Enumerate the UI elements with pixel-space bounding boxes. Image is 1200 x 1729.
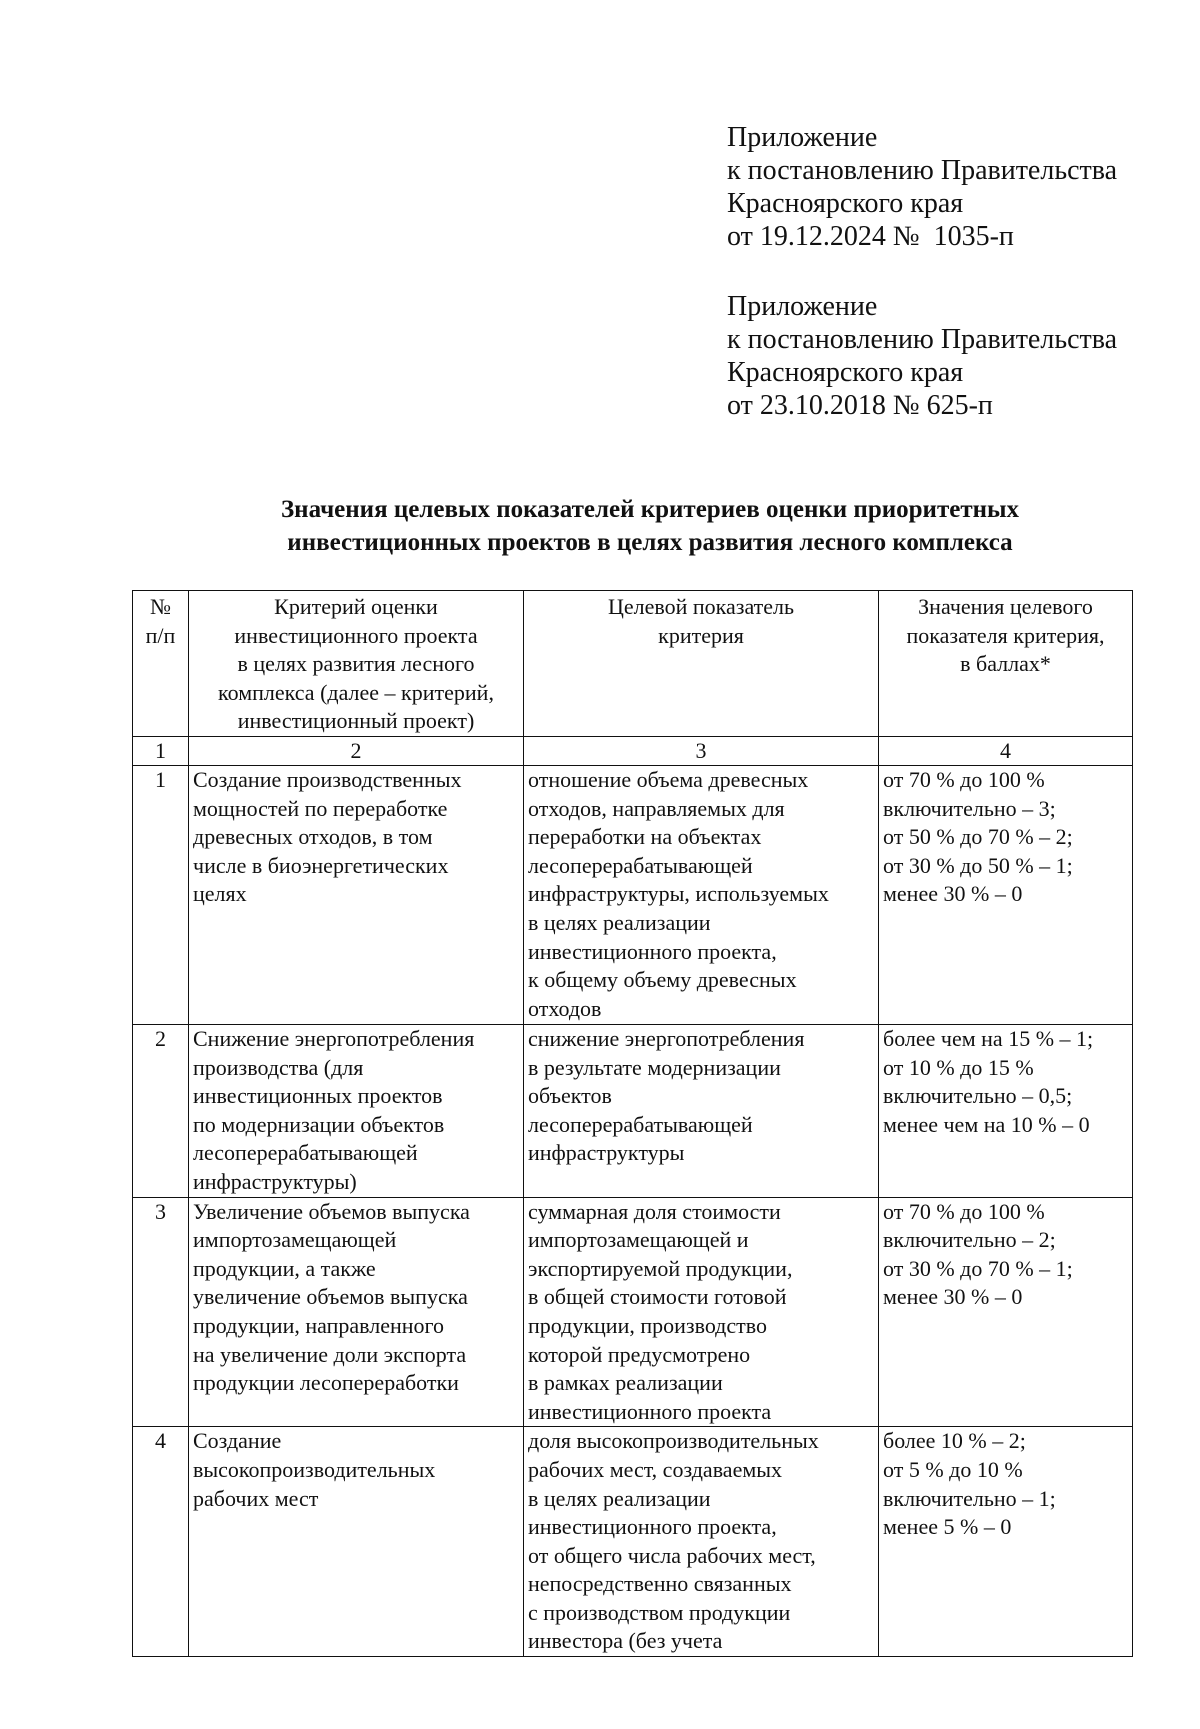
table-row	[133, 1427, 1133, 1657]
appendix-line: к постановлению Правительства	[727, 324, 1118, 355]
cell-line: в целях реализации	[528, 1485, 711, 1511]
header-line: комплекса (далее – критерий,	[218, 679, 494, 705]
header-line: Целевой показатель	[607, 594, 795, 619]
values-cell	[879, 1427, 1133, 1657]
cell-line: от 30 % до 70 % – 1;	[883, 1255, 1073, 1281]
table-row	[133, 1025, 1133, 1198]
criteria-table	[132, 590, 1133, 1657]
cell-line: инвестора (без учета	[528, 1628, 723, 1654]
cell-line: импортозамещающей и	[528, 1227, 749, 1253]
header-line: Значения целевого	[918, 594, 1093, 619]
cell-line: лесоперерабатывающей	[193, 1140, 418, 1166]
cell-line: на увеличение доли экспорта	[193, 1341, 467, 1367]
cell-line: к общему объему древесных	[528, 967, 797, 993]
cell-line: включительно – 1;	[883, 1485, 1056, 1511]
cell-line: целях	[193, 881, 247, 907]
cell-line: Увеличение объемов выпуска	[193, 1198, 470, 1224]
cell-line: Снижение энергопотребления	[193, 1026, 475, 1051]
indicator-cell	[524, 766, 879, 1025]
cell-line: от 5 % до 10 %	[883, 1456, 1023, 1482]
appendix-date-number: от 19.12.2024 № 1035-п	[727, 221, 1014, 252]
cell-line: непосредственно связанных	[528, 1571, 792, 1597]
header-line: в баллах*	[960, 651, 1051, 677]
appendix-line: Приложение	[727, 122, 878, 153]
header-line: критерия	[658, 622, 744, 648]
indicator-cell	[524, 1025, 879, 1198]
header-criterion	[189, 591, 524, 737]
values-cell	[879, 766, 1133, 1025]
cell-line: включительно – 2;	[883, 1227, 1056, 1253]
cell-line: включительно – 3;	[883, 795, 1056, 821]
criterion-cell	[189, 1197, 524, 1427]
cell-line: менее чем на 10 % – 0	[883, 1111, 1090, 1137]
cell-line: высокопроизводительных	[193, 1456, 436, 1482]
cell-line: лесоперерабатывающей	[528, 1111, 753, 1137]
cell-line: которой предусмотрено	[528, 1341, 751, 1367]
cell-line: числе в биоэнергетических	[193, 852, 449, 878]
criterion-cell	[189, 766, 524, 1025]
cell-line: доля высокопроизводительных	[528, 1428, 819, 1454]
cell-line: инфраструктуры	[528, 1140, 685, 1166]
cell-line: в рамках реализации	[528, 1370, 723, 1396]
values-cell	[879, 1197, 1133, 1427]
cell-line: менее 5 % – 0	[883, 1514, 1012, 1540]
header-values	[879, 591, 1133, 737]
cell-line: от 10 % до 15 %	[883, 1054, 1034, 1080]
cell-line: включительно – 0,5;	[883, 1083, 1073, 1109]
cell-line: переработки на объектах	[528, 824, 762, 850]
cell-line: более 10 % – 2;	[883, 1428, 1026, 1454]
cell-line: по модернизации объектов	[193, 1111, 445, 1137]
cell-line: продукции, направленного	[193, 1312, 444, 1338]
cell-line: инфраструктуры, используемых	[528, 881, 829, 907]
cell-line: объектов	[528, 1083, 612, 1109]
cell-line: продукции, а также	[193, 1255, 376, 1281]
cell-line: инвестиционного проекта,	[528, 1514, 777, 1540]
table-header-row	[133, 591, 1133, 737]
cell-line: лесоперерабатывающей	[528, 852, 753, 878]
appendix-line: Красноярского края	[727, 188, 964, 219]
cell-line: инфраструктуры)	[193, 1168, 357, 1194]
cell-line: продукции лесопереработки	[193, 1370, 459, 1396]
appendix-header-original	[727, 290, 1167, 422]
cell-line: от 70 % до 100 %	[883, 1198, 1045, 1224]
cell-line: рабочих мест, создаваемых	[528, 1456, 783, 1482]
row-number: 2	[133, 1025, 189, 1198]
column-number: 2	[189, 737, 524, 766]
cell-line: суммарная доля стоимости	[528, 1198, 781, 1224]
cell-line: отношение объема древесных	[528, 767, 809, 792]
cell-line: мощностей по переработке	[193, 795, 448, 821]
criterion-cell	[189, 1025, 524, 1198]
cell-line: инвестиционного проекта	[528, 1398, 772, 1424]
column-number: 3	[524, 737, 879, 766]
cell-line: с производством продукции	[528, 1599, 791, 1625]
header-line: инвестиционный проект)	[237, 708, 475, 734]
cell-line: рабочих мест	[193, 1485, 319, 1511]
cell-line: более чем на 15 % – 1;	[883, 1026, 1094, 1051]
cell-line: экспортируемой продукции,	[528, 1255, 793, 1281]
row-number: 1	[133, 766, 189, 1025]
criterion-cell	[189, 1427, 524, 1657]
header-indicator	[524, 591, 879, 737]
header-line: п/п	[145, 622, 176, 648]
cell-line: в целях реализации	[528, 909, 711, 935]
cell-line: от 70 % до 100 %	[883, 767, 1045, 792]
cell-line: от 50 % до 70 % – 2;	[883, 824, 1073, 850]
cell-line: Создание	[193, 1428, 282, 1454]
document-title	[100, 493, 1200, 559]
appendix-date-number: от 23.10.2018 № 625-п	[727, 390, 993, 421]
column-number: 1	[133, 737, 189, 766]
values-cell	[879, 1025, 1133, 1198]
cell-line: инвестиционного проекта,	[528, 938, 777, 964]
header-line: в целях развития лесного	[237, 651, 475, 677]
appendix-header-current	[727, 121, 1167, 253]
cell-line: снижение энергопотребления	[528, 1026, 805, 1051]
appendix-line: Приложение	[727, 291, 878, 322]
cell-line: отходов, направляемых для	[528, 795, 785, 821]
row-number: 3	[133, 1197, 189, 1427]
table-row	[133, 766, 1133, 1025]
indicator-cell	[524, 1427, 879, 1657]
header-line: Критерий оценки	[274, 594, 438, 619]
cell-line: в общей стоимости готовой	[528, 1284, 787, 1310]
indicator-cell	[524, 1197, 879, 1427]
table-row	[133, 1197, 1133, 1427]
title-line: Значения целевых показателей критериев оценки приоритетных	[280, 496, 1020, 523]
cell-line: производства (для	[193, 1054, 364, 1080]
cell-line: в результате модернизации	[528, 1054, 781, 1080]
column-number-row	[133, 737, 1133, 766]
cell-line: менее 30 % – 0	[883, 881, 1023, 907]
header-num	[133, 591, 189, 737]
cell-line: увеличение объемов выпуска	[193, 1284, 468, 1310]
row-number: 4	[133, 1427, 189, 1657]
cell-line: продукции, производство	[528, 1312, 767, 1338]
cell-line: отходов	[528, 995, 602, 1021]
cell-line: инвестиционных проектов	[193, 1083, 443, 1109]
title-line: инвестиционных проектов в целях развития лесного комплекса	[287, 529, 1013, 556]
cell-line: импортозамещающей	[193, 1227, 397, 1253]
header-line: инвестиционного проекта	[234, 622, 478, 648]
appendix-line: к постановлению Правительства	[727, 155, 1118, 186]
header-line: показателя критерия,	[906, 622, 1105, 648]
appendix-line: Красноярского края	[727, 357, 964, 388]
column-number: 4	[879, 737, 1133, 766]
cell-line: от общего числа рабочих мест,	[528, 1542, 816, 1568]
cell-line: Создание производственных	[193, 767, 462, 792]
cell-line: менее 30 % – 0	[883, 1284, 1023, 1310]
cell-line: от 30 % до 50 % – 1;	[883, 852, 1073, 878]
cell-line: древесных отходов, в том	[193, 824, 433, 850]
header-line: №	[150, 594, 171, 619]
